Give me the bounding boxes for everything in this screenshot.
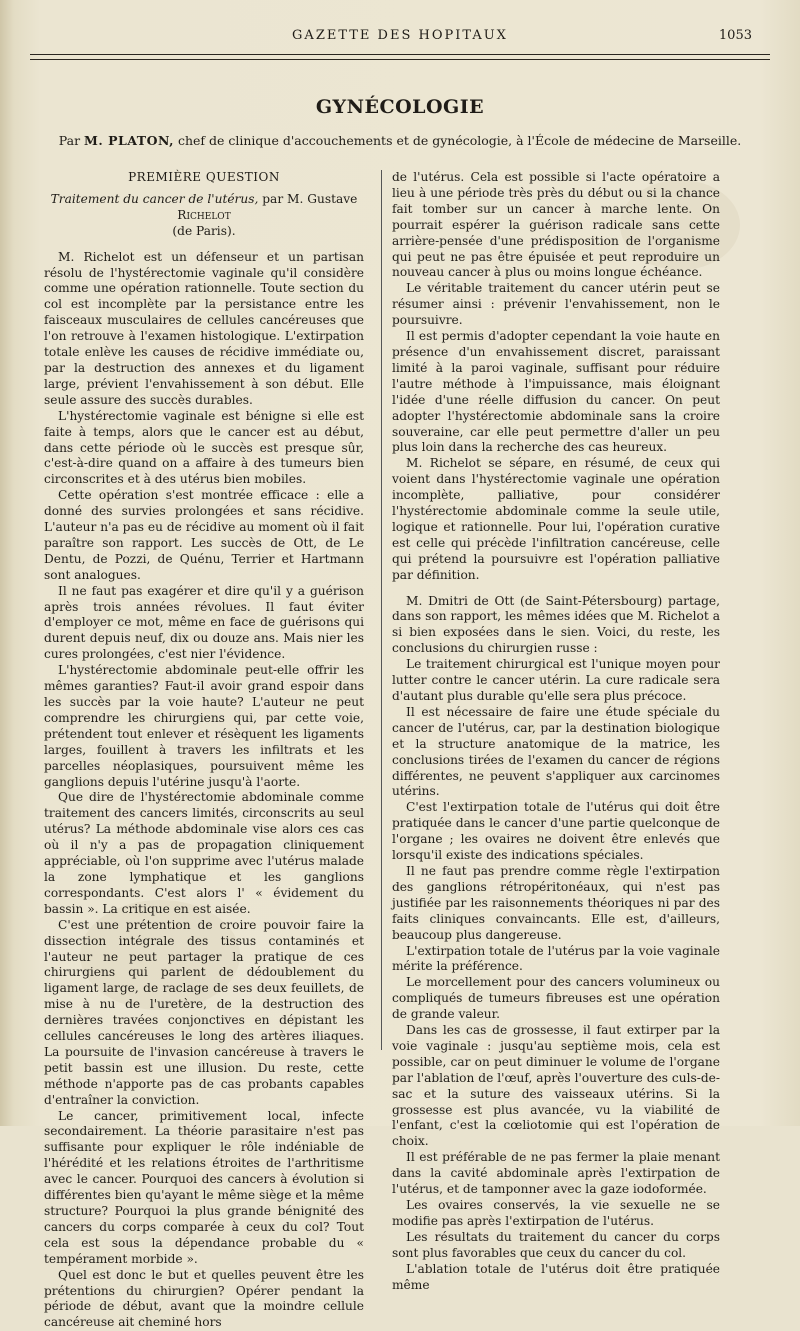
paragraph: L'ablation totale de l'utérus doit être pratiquée même [392, 1261, 720, 1292]
paragraph: M. Dmitri de Ott (de Saint-Pétersbourg) partage, dans son rapport, les mêmes idées que M. Richelot a si bien exposées dans le sien. Voici, du reste, les conclusions du chirurgien russe : [392, 593, 720, 656]
question-subtitle [44, 192, 364, 240]
paragraph: Il ne faut pas exagérer et dire qu'il y a guérison après trois années révolues. Il faut éviter d'employer ce mot, même en face de guérisons qui durent depuis neuf, dix ou douze ans. Mais nier les cures prolongées, c'est nier l'évidence. [44, 583, 364, 662]
paragraph: Le traitement chirurgical est l'unique moyen pour lutter contre le cancer utérin. La cure radicale sera d'autant plus durable qu'elle sera plus précoce. [392, 657, 720, 703]
byline [30, 133, 770, 148]
section-title: GYNÉCOLOGIE [315, 96, 485, 118]
paragraph: Il ne faut pas prendre comme règle l'extirpation des ganglions rétropéritonéaux, qui n'est pas justifiée par les raisonnements théoriques ni par des faits cliniques convaincants. Elle est, d'ailleurs, beaucoup plus dangereuse. [392, 863, 720, 942]
page-header [30, 26, 770, 48]
paragraph: Les ovaires conservés, la vie sexuelle ne se modifie pas après l'extirpation de l'utérus. [392, 1198, 720, 1228]
paragraph: C'est une prétention de croire pouvoir faire la dissection intégrale des tissus contaminés et l'auteur ne peut partager la pratique de ces chirurgiens qui parlent de dédoublement du ligament large, de raclage de ses deux feuillets, de mise à nu de l'uretère, de la destruction des dernières travées conjonctives en dépistant les cellules cancéreuses le long des artères iliaques. La poursuite de l'invasion cancéreuse à travers le petit bassin est une illusion. Du reste, cette méthode n'apporte pas de cas probants capables d'entraîner la conviction. [44, 917, 364, 1107]
column-divider [381, 170, 382, 1050]
byline-affiliation: chef de clinique d'accouchements et de gynécologie, à l'École de médecine de Marseille. [177, 133, 742, 148]
question-title: PREMIÈRE QUESTION [128, 170, 280, 184]
paragraph: C'est l'extirpation totale de l'utérus qui doit être pratiquée dans le cancer d'une partie quelconque de l'organe ; les ovaires ne doivent être enlevés que lorsqu'il existe des indications spéciales. [392, 800, 720, 863]
header-rule-thick [30, 54, 770, 55]
byline-author: M. PLATON, [84, 133, 174, 148]
subtitle-author: par M. Gustave [262, 191, 358, 206]
paragraph: Cette opération s'est montrée efficace : elle a donné des survies prolongées et sans récidive. L'auteur n'a pas eu de récidive au moment où il fait paraître son rapport. Les succès de Ott, de Le Dentu, de Pozzi, de Quénu, Terrier et Hartmann sont analogues. [44, 488, 364, 582]
paragraph: M. Richelot se sépare, en résumé, de ceux qui voient dans l'hystérectomie vaginale une opération incomplète, palliative, pour considérer l'hystérectomie abdominale comme la seule utile, logique et rationnelle. Pour lui, l'opération curative est celle qui précède l'infiltration cancéreuse, celle qui prétend la poursuivre est l'opération palliative par définition. [392, 456, 720, 582]
paragraph: L'hystérectomie abdominale peut-elle offrir les mêmes garanties? Faut-il avoir grand espoir dans les succès par la voie haute? L'auteur ne peut comprendre les chirurgiens qui, par cette voie, prétendent tout enlever et résèquent les ligaments larges, fouillent à travers les infiltrats et les parcelles néoplasiques, poursuivent même les ganglions depuis l'utérine jusqu'à l'aorte. [44, 663, 364, 789]
paragraph: Le véritable traitement du cancer utérin peut se résumer ainsi : prévenir l'envahissement, non le poursuivre. [392, 281, 720, 328]
paragraph: L'extirpation totale de l'utérus par la voie vaginale mérite la préférence. [392, 943, 720, 974]
subtitle-topic: Traitement du cancer de l'utérus, [50, 191, 259, 206]
paragraph: M. Richelot est un défenseur et un partisan résolu de l'hystérectomie vaginale qu'il considère comme une opération rationnelle. Toute section du col est incomplète par la persistance entre les faisceaux musculaires de cellules cancéreuses que l'on retrouve à l'examen histologique. L'extirpation totale enlève les causes de récidive immédiate ou, par la destruction des annexes et du ligament large, prévient l'envahissement à son début. Elle seule assure des succès durables. [44, 249, 364, 407]
right-column [392, 170, 720, 1293]
paragraph: de l'utérus. Cela est possible si l'acte opératoire a lieu à une période très près du début ou si la chance fait tomber sur un cancer à marche lente. On pourrait espérer la guérison radicale sans cette arrière-pensée d'une prédisposition de l'organisme qui peut ne pas être épuisée et peut reproduire un nouveau cancer à plus ou moins longue échéance. [392, 170, 720, 280]
paragraph: Le cancer, primitivement local, infecte secondairement. La théorie parasitaire n'est pas suffisante pour expliquer le rôle indéniable de l'hérédité et les relations étroites de l'arthritisme avec le cancer. Pourquoi des cancers à évolution si différentes bien qu'ayant le même siège et la même structure? Pourquoi la plus grande bénignité des cancers du corps comparée à ceux du col? Tout cela est sous la dépendance probable du « tempérament morbide ». [44, 1108, 364, 1266]
subtitle-name: Richelot [177, 207, 231, 222]
paragraph: Le morcellement pour des cancers volumineux ou compliqués de tumeurs fibreuses est une opération de grande valeur. [392, 975, 720, 1022]
paragraph: Il est préférable de ne pas fermer la plaie menant dans la cavité abdominale après l'extirpation de l'utérus, et de tamponner avec la gaze iodoformée. [392, 1150, 720, 1197]
paragraph: Dans les cas de grossesse, il faut extirper par la voie vaginale : jusqu'au septième mois, cela est possible, car on peut diminuer le volume de l'organe par l'ablation de l'œuf, après l'ouverture des culs-de-sac et la suture des vaisseaux utérins. Si la grossesse est plus avancée, vu la viabilité de l'enfant, c'est la cœliotomie qui est l'opération de choix. [392, 1023, 720, 1149]
paragraph: Il est nécessaire de faire une étude spéciale du cancer de l'utérus, car, par la destination biologique et la structure anatomique de la matrice, les conclusions tirées de l'examen du cancer de régions différentes, ne peuvent s'appliquer aux carcinomes utérins. [392, 704, 720, 799]
subtitle-place: (de Paris). [172, 223, 236, 238]
header-rule-thin [30, 59, 770, 60]
page-number: 1053 [718, 28, 752, 43]
paragraph: Quel est donc le but et quelles peuvent être les prétentions du chirurgien? Opérer pendant la période de début, avant que la moindre cellule cancéreuse ait cheminé hors [44, 1267, 364, 1330]
paragraph: Que dire de l'hystérectomie abdominale comme traitement des cancers limités, circonscrits au seul utérus? La méthode abdominale vise alors ces cas où il n'y a pas de propagation cliniquement appréciable, où l'on supprime avec l'utérus malade la zone lymphatique et les ganglions correspondants. C'est alors l' « évidement du bassin ». La critique en est aisée. [44, 790, 364, 916]
byline-prefix: Par [58, 133, 81, 148]
left-column [44, 170, 364, 1331]
paragraph: L'hystérectomie vaginale est bénigne si elle est faite à temps, alors que le cancer est au début, dans cette période où le succès est presque sûr, c'est-à-dire quand on a affaire à des tumeurs bien circonscrites et à des utérus bien mobiles. [44, 408, 364, 487]
paragraph: Les résultats du traitement du cancer du corps sont plus favorables que ceux du cancer du col. [392, 1229, 720, 1260]
publication-title: GAZETTE DES HOPITAUX [292, 28, 508, 43]
paragraph: Il est permis d'adopter cependant la voie haute en présence d'un envahissement discret, paraissant limité à la paroi vaginale, suffisant pour réduire l'autre méthode à l'impuissance, mais éloignant l'idée d'une réelle diffusion du cancer. On peut adopter l'hystérectomie abdominale sans la croire souveraine, car elle peut permettre d'aller un peu plus loin dans la recherche des cas heureux. [392, 329, 720, 455]
